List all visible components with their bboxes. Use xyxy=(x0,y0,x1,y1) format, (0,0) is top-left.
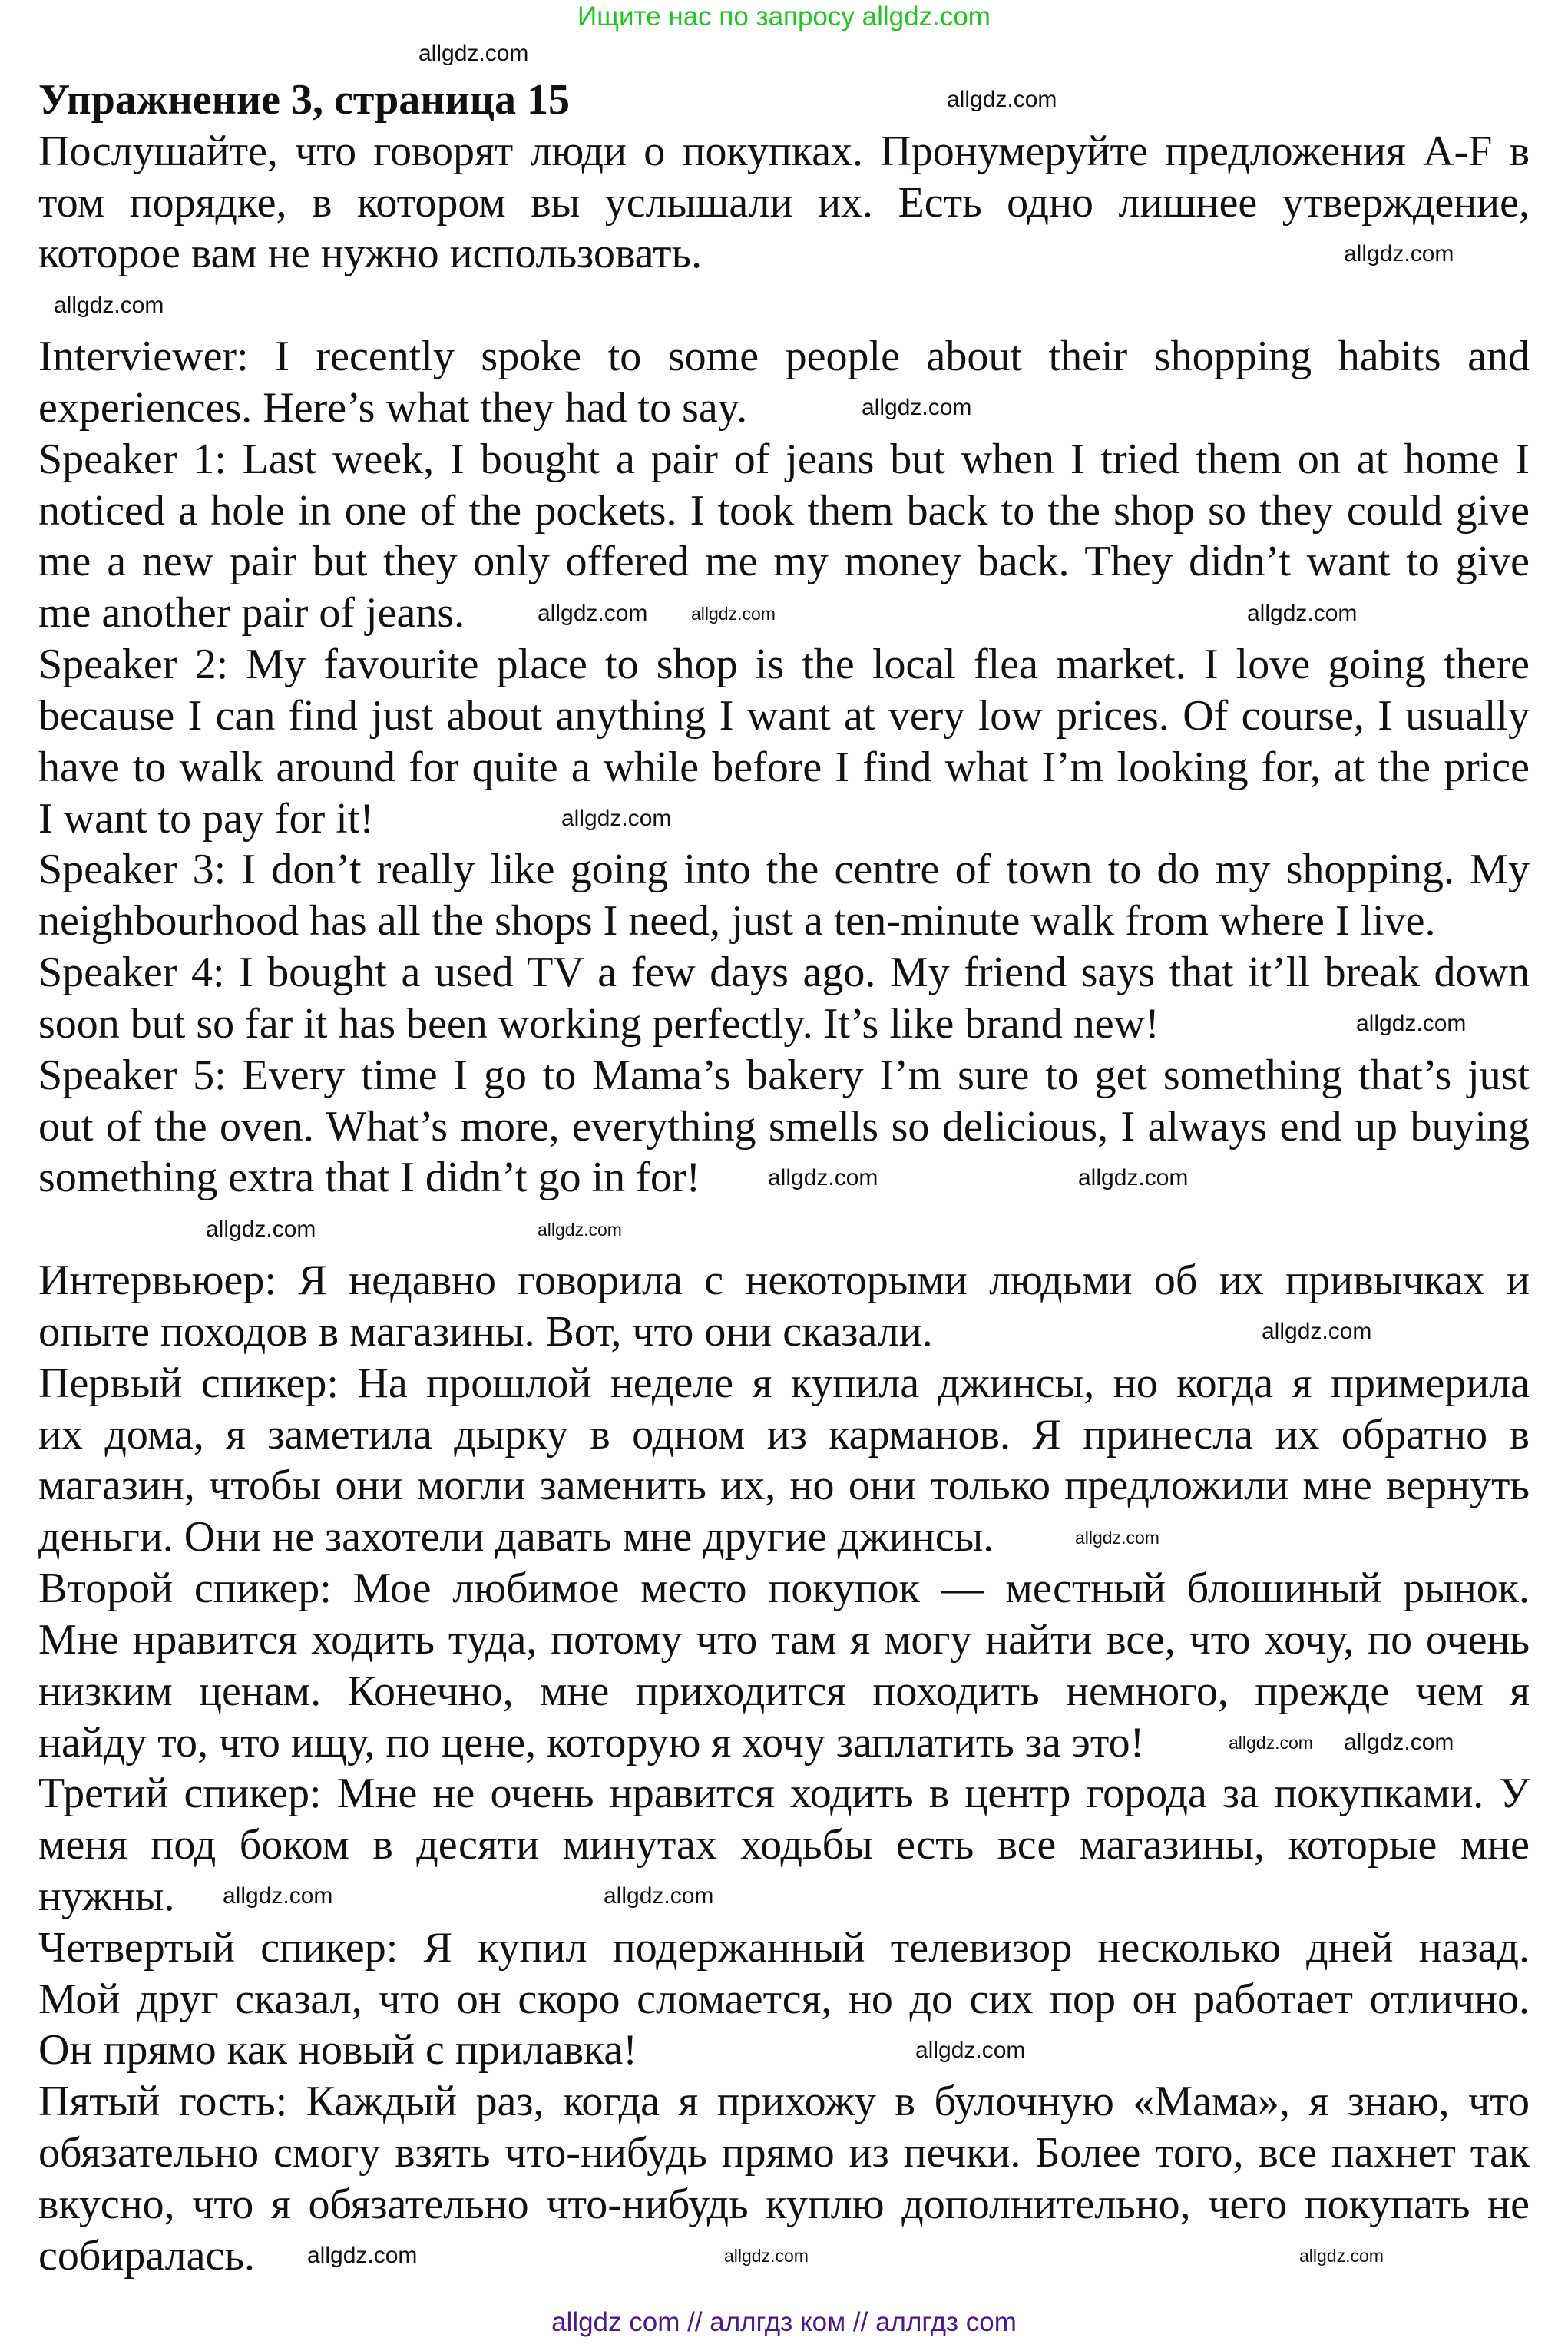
text-line: Интервьюер: Я недавно говорила с некоторыми людьми об их привычках и xyxy=(38,1257,1530,1305)
text-line: have to walk around for quite a while before I find what I’m looking for, at the price xyxy=(38,743,1530,791)
text-line: Послушайте, что говорят люди о покупках. Пронумеруйте предложения A-F в xyxy=(38,127,1530,175)
text-line: опыте походов в магазины. Вот, что они сказали. xyxy=(38,1307,933,1356)
text-line: Мне нравится ходить туда, потому что там я могу найти все, что хочу, по очень xyxy=(38,1615,1530,1664)
text-line: Interviewer: I recently spoke to some people about their shopping habits and xyxy=(38,333,1530,381)
text-line: Третий спикер: Мне не очень нравится ходить в центр города за покупками. У xyxy=(38,1770,1530,1818)
text-line: нужны. xyxy=(38,1872,175,1920)
footer-watermark: allgdz com // аллгдз ком // аллгдз com xyxy=(551,2307,1017,2337)
watermark: allgdz.com xyxy=(1075,1528,1159,1548)
text-line: собиралась. xyxy=(38,2231,255,2280)
watermark: allgdz.com xyxy=(1229,1733,1313,1753)
text-line: Speaker 4: I bought a used TV a few days ago. My friend says that it’ll break down xyxy=(38,949,1530,997)
text-line: обязательно смогу взять что-нибудь прямо из печки. Более того, все пахнет так xyxy=(38,2129,1530,2177)
watermark: allgdz.com xyxy=(418,41,529,66)
watermark: allgdz.com xyxy=(206,1217,316,1242)
watermark: allgdz.com xyxy=(1344,241,1454,267)
watermark: allgdz.com xyxy=(1299,2246,1384,2266)
text-line: out of the oven. What’s more, everything smells so delicious, I always end up buying xyxy=(38,1102,1530,1151)
watermark: allgdz.com xyxy=(538,601,648,626)
watermark: allgdz.com xyxy=(724,2246,809,2266)
text-line: experiences. Here’s what they had to say. xyxy=(38,383,748,432)
watermark: allgdz.com xyxy=(1247,601,1358,626)
text-line: их дома, я заметила дырку в одном из карманов. Я принесла их обратно в xyxy=(38,1410,1530,1459)
watermark: allgdz.com xyxy=(561,806,672,831)
text-line: Speaker 5: Every time I go to Mama’s bakery I’m sure to get something that’s just xyxy=(38,1051,1530,1099)
text-line: something extra that I didn’t go in for! xyxy=(38,1154,701,1202)
watermark: allgdz.com xyxy=(223,1883,333,1909)
text-line: Первый спикер: На прошлой неделе я купила джинсы, но когда я примерила xyxy=(38,1359,1530,1407)
watermark: allgdz.com xyxy=(54,293,164,318)
watermark: allgdz.com xyxy=(862,395,972,420)
text-line: Пятый гость: Каждый раз, когда я прихожу в булочную «Мама», я знаю, что xyxy=(38,2078,1530,2126)
watermark: allgdz.com xyxy=(307,2243,418,2268)
text-line: noticed a hole in one of the pockets. I took them back to the shop so they could give xyxy=(38,486,1530,535)
text-line: neighbourhood has all the shops I need, just a ten-minute walk from where I live. xyxy=(38,897,1436,945)
text-line: найду то, что ищу, по цене, которую я хочу заплатить за это! xyxy=(38,1718,1145,1767)
text-line: Speaker 2: My favourite place to shop is the local flea market. I love going there xyxy=(38,641,1530,689)
text-line: Мой друг сказал, что он скоро сломается, но до сих пор он работает отлично. xyxy=(38,1975,1530,2023)
text-line: вкусно, что я обязательно что-нибудь куплю дополнительно, чего покупать не xyxy=(38,2180,1530,2228)
page-title: Упражнение 3, страница 15 xyxy=(38,76,571,124)
text-line: Он прямо как новый с прилавка! xyxy=(38,2026,637,2075)
text-line: том порядке, в котором вы услышали их. Есть одно лишнее утверждение, xyxy=(38,178,1530,227)
top-banner: Ищите нас по запросу allgdz.com xyxy=(577,2,991,31)
text-line: деньги. Они не захотели давать мне другие джинсы. xyxy=(38,1513,994,1561)
text-line: me another pair of jeans. xyxy=(38,589,465,637)
watermark: allgdz.com xyxy=(1344,1730,1454,1755)
text-line: Четвертый спикер: Я купил подержанный телевизор несколько дней назад. xyxy=(38,1923,1530,1972)
watermark: allgdz.com xyxy=(947,87,1057,112)
text-line: I want to pay for it! xyxy=(38,794,374,843)
text-line: магазин, чтобы они могли заменить их, но они только предложили мне вернуть xyxy=(38,1462,1530,1510)
watermark: allgdz.com xyxy=(691,604,776,624)
watermark: allgdz.com xyxy=(1262,1319,1372,1344)
text-line: Второй спикер: Мое любимое место покупок — местный блошиный рынок. xyxy=(38,1565,1530,1613)
text-line: низким ценам. Конечно, мне приходится походить немного, прежде чем я xyxy=(38,1667,1530,1715)
text-line: soon but so far it has been working perfectly. It’s like brand new! xyxy=(38,999,1159,1048)
text-line: Speaker 3: I don’t really like going into the centre of town to do my shopping. My xyxy=(38,846,1530,894)
watermark: allgdz.com xyxy=(915,2038,1026,2063)
text-line: меня под боком в десяти минутах ходьбы есть все магазины, которые мне xyxy=(38,1821,1530,1869)
watermark: allgdz.com xyxy=(1078,1165,1189,1190)
text-line: которое вам не нужно использовать. xyxy=(38,230,703,278)
watermark: allgdz.com xyxy=(538,1220,622,1240)
watermark: allgdz.com xyxy=(604,1883,714,1909)
text-line: Speaker 1: Last week, I bought a pair of jeans but when I tried them on at home I xyxy=(38,435,1530,483)
text-line: me a new pair but they only offered me my money back. They didn’t want to give xyxy=(38,538,1530,586)
watermark: allgdz.com xyxy=(1356,1011,1467,1036)
text-line: because I can find just about anything I want at very low prices. Of course, I usually xyxy=(38,691,1530,740)
watermark: allgdz.com xyxy=(768,1165,878,1190)
